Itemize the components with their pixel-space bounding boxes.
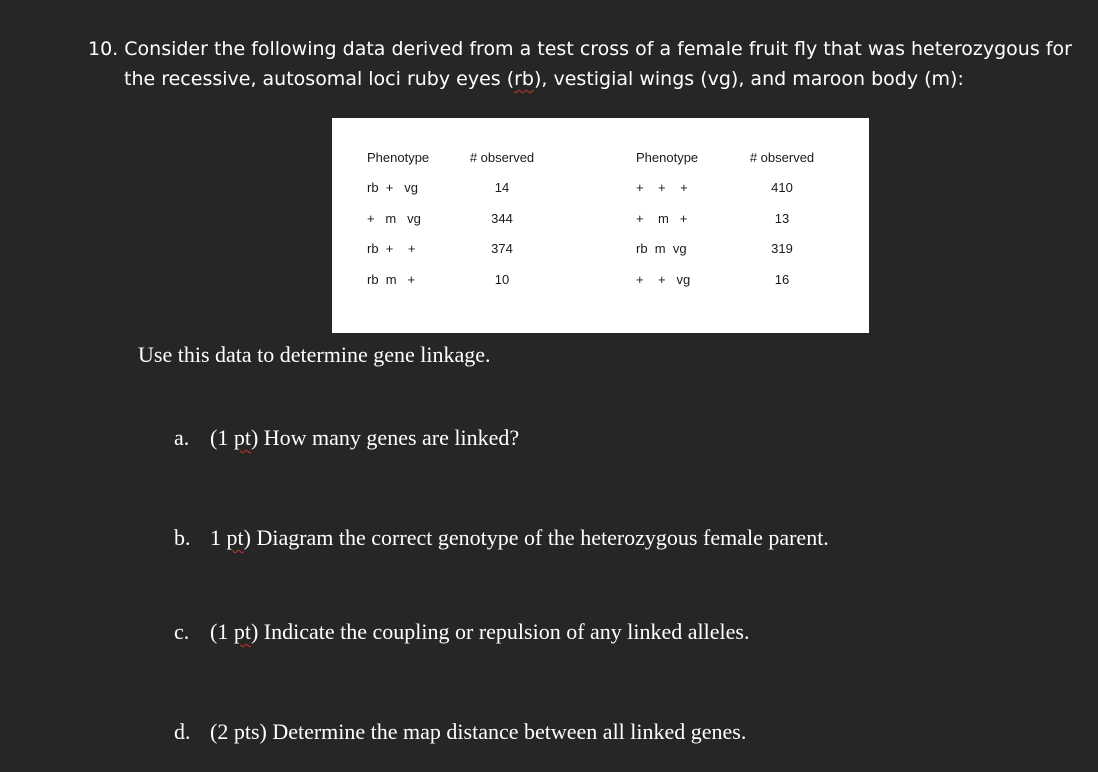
header-phenotype-right: Phenotype (636, 150, 699, 165)
question-line-2-end: ), vestigial wings (vg), and maroon body (m): (534, 68, 964, 90)
question-heading (88, 34, 1072, 94)
part-a-end: ) How many genes are linked? (250, 425, 520, 450)
table-row-right-4-observed: 16 (774, 272, 790, 287)
table-row-right-4-phenotype: + + vg (636, 272, 691, 287)
table-row-right-2-phenotype: + m + (636, 211, 688, 226)
table-row-left-1-phenotype: rb + vg (367, 180, 418, 195)
part-c-letter: c. (174, 619, 190, 644)
table-row-right-3-observed: 319 (771, 241, 793, 256)
header-phenotype-left: Phenotype (367, 150, 430, 165)
part-c-end: ) Indicate the coupling or repulsion of any linked alleles. (250, 619, 750, 644)
question-line-1: 10. Consider the following data derived from a test cross of a female fruit fly that was heterozygous for (88, 38, 1072, 60)
table-row-right-1-observed: 410 (771, 180, 793, 195)
table-row-left-2-observed: 344 (491, 211, 513, 226)
table-row-left-1-observed: 14 (494, 180, 510, 195)
question-part-c (174, 619, 749, 645)
table-row-left-2-phenotype: + m vg (367, 211, 421, 226)
part-b-end: ) Diagram the correct genotype of the heterozygous female parent. (243, 525, 829, 550)
question-line-2 (88, 64, 1048, 94)
header-observed-right: # observed (749, 150, 815, 165)
part-b-letter: b. (174, 525, 191, 550)
phenotype-table (332, 118, 869, 333)
part-c-pt-spellcheck: pt (233, 619, 251, 644)
question-part-a (174, 425, 519, 451)
table-row-right-2-observed: 13 (774, 211, 790, 226)
table-row-left-3-observed: 374 (491, 241, 513, 256)
part-c-start: (1 (210, 619, 234, 644)
header-observed-left: # observed (469, 150, 535, 165)
question-line-2-start: the recessive, autosomal loci ruby eyes ( (124, 68, 515, 90)
rb-spellcheck-word: rb (514, 68, 534, 90)
part-a-letter: a. (174, 425, 190, 450)
question-part-b (174, 525, 829, 551)
part-a-start: (1 (210, 425, 234, 450)
instruction-text: Use this data to determine gene linkage. (138, 342, 491, 367)
part-a-pt-spellcheck: pt (233, 425, 251, 450)
table-row-right-3-phenotype: rb m vg (636, 241, 687, 256)
table-row-right-1-phenotype: + + + (636, 180, 688, 195)
part-b-pt-spellcheck: pt (226, 525, 244, 550)
table-row-left-4-observed: 10 (494, 272, 510, 287)
part-d-text: (2 pts) Determine the map distance between all linked genes. (210, 719, 747, 744)
question-part-d (174, 719, 746, 745)
part-d-letter: d. (174, 719, 191, 744)
table-row-left-3-phenotype: rb + + (367, 241, 416, 256)
table-row-left-4-phenotype: rb m + (367, 272, 416, 287)
part-b-start: 1 (210, 525, 227, 550)
